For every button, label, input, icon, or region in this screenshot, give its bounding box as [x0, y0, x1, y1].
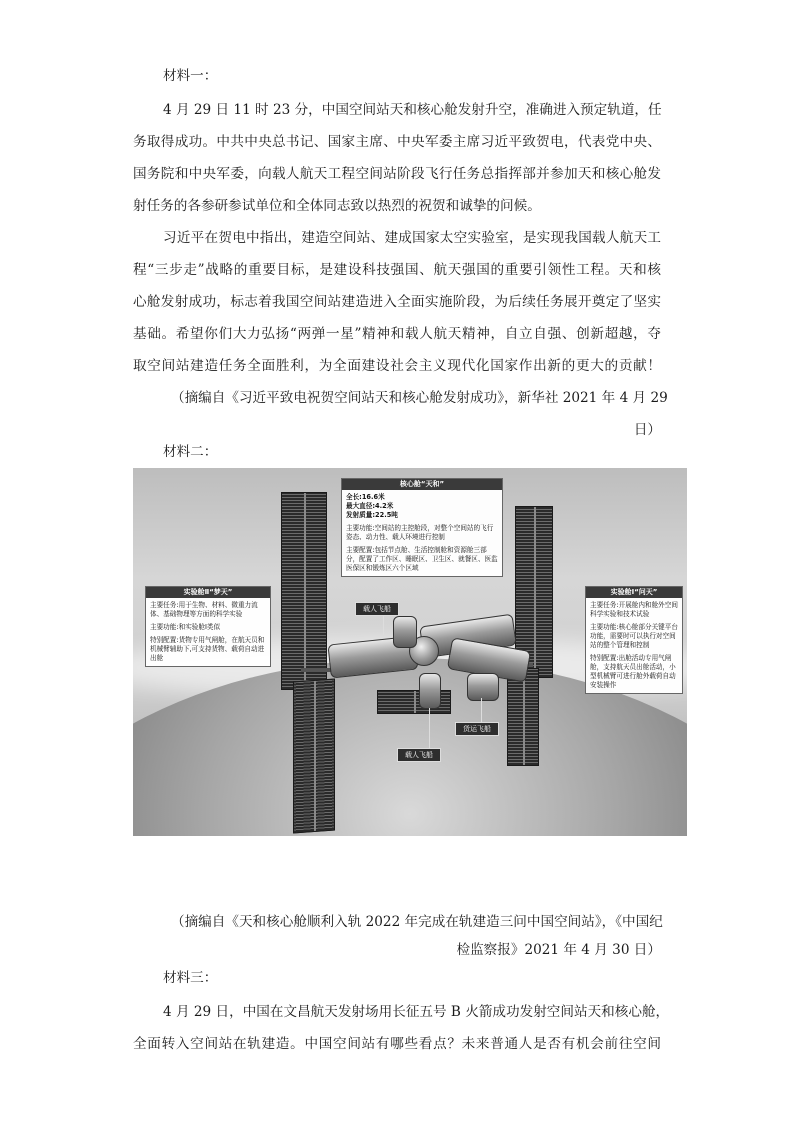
wentian-task: 主要任务:开展舱内和舱外空间科学实验和技术试验	[590, 601, 678, 618]
solar-panel	[293, 679, 335, 834]
material1-line: 习近平在贺电中指出，建造空间站、建成国家太空实验室，是实现我国载人航天工	[163, 230, 661, 246]
core-module-info-box	[341, 478, 503, 577]
mengtian-function: 主要功能:和实验舱Ⅰ类似	[150, 623, 221, 631]
mengtian-task: 主要任务:用于生物、材料、微重力流体、基础物理等方面的科学实验	[150, 601, 258, 618]
core-config: 主要配置:包括节点舱、生活控制舱和资源舱三部分，配置了工作区、睡眠区、卫生区、就餐区、医监医保区和锻炼区六个区域	[346, 546, 498, 572]
material1-source-date: 日）	[633, 422, 661, 438]
material3-heading: 材料三：	[163, 970, 218, 986]
core-module-title: 核心舱“天和”	[342, 479, 502, 490]
mengtian-info-box	[145, 586, 271, 667]
material2-source: （摘编自《天和核心舱顺利入轨 2022 年完成在轨建造三问中国空间站》，《中国纪	[171, 914, 663, 930]
solar-panel	[507, 668, 539, 766]
material3-line: 全面转入空间站在轨建造。中国空间站有哪些看点？未来普通人是否有机会前往空间	[133, 1036, 661, 1052]
material1-line: 程“三步走”战略的重要目标，是建设科技强国、航天强国的重要引领性工程。天和核	[133, 262, 661, 278]
space-station-figure	[133, 468, 687, 836]
material1-line: 4 月 29 日 11 时 23 分，中国空间站天和核心舱发射升空，准确进入预定轨道，任	[163, 102, 662, 118]
solar-panel	[281, 492, 327, 690]
material1-line: 射任务的各参研参试单位和全体同志致以热烈的祝贺和诚挚的问候。	[133, 198, 541, 214]
material1-line: 国务院和中央军委，向载人航天工程空间站阶段飞行任务总指挥部并参加天和核心舱发	[133, 166, 661, 182]
wentian-function: 主要功能:核心舱部分关键平台功能，需要时可以执行对空间站的整个管理和控制	[590, 623, 678, 649]
wentian-info-box	[585, 586, 683, 694]
cargo-ship-label: 货运飞船	[455, 722, 499, 736]
leader-line	[429, 708, 430, 748]
material1-line: 取空间站建造任务全面胜利，为全面建设社会主义现代化国家作出新的更大的贡献！	[133, 358, 661, 374]
crew-ship-bottom	[419, 673, 441, 709]
material2-heading: 材料二：	[163, 444, 218, 460]
material1-line: 务取得成功。中共中央总书记、国家主席、中央军委主席习近平致贺电，代表党中央、	[133, 134, 661, 150]
core-function: 主要功能:空间站的主控舱段，对整个空间站的飞行姿态、动力性、载人环境进行控制	[346, 524, 494, 541]
crew-ship-bottom-label: 载人飞船	[397, 748, 441, 762]
crew-ship-top-label: 载人飞船	[355, 602, 399, 616]
material1-line: 基础。希望你们大力弘扬“两弹一星”精神和载人航天精神，自立自强、创新超越，夺	[133, 326, 661, 342]
mengtian-title: 实验舱Ⅱ“梦天”	[146, 587, 270, 598]
core-length: 全长:16.6米	[346, 493, 385, 501]
material2-source-date: 检监察报》2021 年 4 月 30 日）	[456, 942, 661, 958]
material1-source: （摘编自《习近平致电祝贺空间站天和核心舱发射成功》，新华社 2021 年 4 月 29	[171, 390, 668, 406]
mengtian-special: 特别配置:货物专用气闸舱，在航天员和机械臂辅助下,可支持货物、载荷自动进出舱	[150, 636, 265, 662]
wentian-special: 特别配置:出舱活动专用气闸舱，支持航天员出舱活动，小型机械臂可进行舱外载荷自动安装操作	[590, 654, 676, 689]
core-mass: 发射质量:22.5吨	[346, 511, 398, 519]
material1-heading: 材料一：	[163, 68, 218, 84]
material3-line: 4 月 29 日，中国在文昌航天发射场用长征五号 B 火箭成功发射空间站天和核心舱，	[163, 1004, 670, 1020]
core-diameter: 最大直径:4.2米	[346, 502, 394, 510]
cargo-ship	[467, 673, 499, 701]
crew-ship-top	[393, 616, 417, 648]
material1-line: 心舱发射成功，标志着我国空间站建造进入全面实施阶段，为后续任务展开奠定了坚实	[133, 294, 661, 310]
leader-line	[481, 698, 482, 722]
wentian-title: 实验舱Ⅰ“问天”	[586, 587, 682, 598]
leader-line	[383, 615, 384, 635]
